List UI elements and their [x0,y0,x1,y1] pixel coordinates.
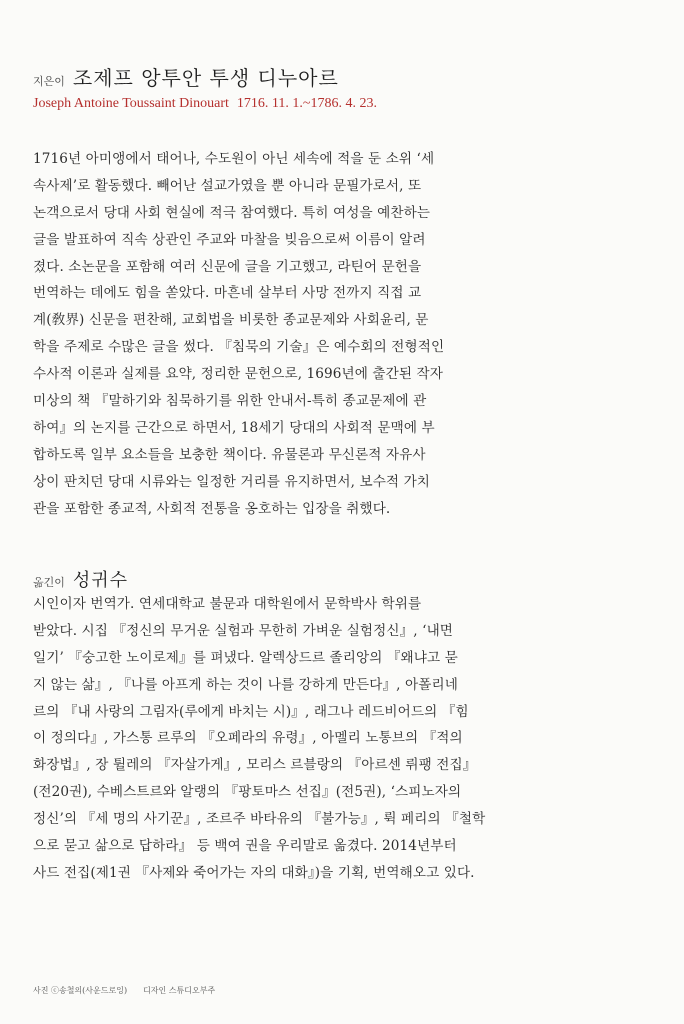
author-role-label: 지은이 [33,75,65,88]
author-original-name: Joseph Antoine Toussaint Dinouart [33,96,229,111]
author-bio-line: 졌다. 소논문을 포함해 여러 신문에 글을 기고했고, 라틴어 문헌을 [33,258,422,275]
translator-bio-line: 사드 전집(제1권 『사제와 죽어가는 자의 대화』)을 기획, 번역해오고 있다. [33,864,475,881]
author-bio-line: 계(敎界) 신문을 편찬해, 교회법을 비롯한 종교문제와 사회윤리, 문 [33,312,429,329]
author-dates: 1716. 11. 1.~1786. 4. 23. [236,96,377,111]
author-name: 조제프 앙투안 투생 디누아르 [72,66,339,90]
photo-credit: 사진 ⓒ송철의(사운드로잉) [33,986,128,995]
author-bio-line: 하여』의 논지를 근간으로 하면서, 18세기 당대의 사회적 문맥에 부 [33,419,435,436]
translator-bio-line: 으로 묻고 삶으로 답하라』 등 백여 권을 우리말로 옮겼다. 2014년부터 [33,838,457,855]
translator-role-label: 옮긴이 [33,576,65,589]
translator-bio-line: 화장법』, 장 튈레의 『자살가게』, 모리스 르블랑의 『아르센 뤼팽 전집』 [33,757,477,774]
author-bio-line: 속사제’로 활동했다. 빼어난 설교가였을 뿐 아니라 문필가로서, 또 [33,177,422,194]
translator-name: 성귀수 [72,570,129,591]
translator-bio-line: 정신’의 『세 명의 사기꾼』, 조르주 바타유의 『불가능』, 뤽 페리의 『철학 [33,811,486,828]
design-credit: 디자인 스튜디오부주 [143,986,216,995]
author-bio-line: 상이 판치던 당대 시류와는 일정한 거리를 유지하면서, 보수적 가치 [33,473,431,490]
author-bio-line: 1716년 아미앵에서 태어나, 수도원이 아닌 세속에 적을 둔 소위 ‘세 [33,151,435,167]
translator-bio-line: 지 않는 삶』, 『나를 아프게 하는 것이 나를 강하게 만든다』, 아폴리네 [33,676,458,693]
author-heading [33,62,339,91]
translator-bio [33,591,653,887]
author-bio [33,146,653,522]
author-bio-line: 수사적 이론과 실제를 요약, 정리한 문헌으로, 1696년에 출간된 작자 [33,366,443,383]
author-bio-line: 학을 주제로 수많은 글을 썼다. 『침묵의 기술』은 예수회의 전형적인 [33,339,445,356]
translator-bio-line: (전20권), 수베스트르와 알랭의 『팡토마스 선집』(전5권), ‘스피노자의 [33,784,462,801]
author-bio-line: 논객으로서 당대 사회 현실에 적극 참여했다. 특히 여성을 예찬하는 [33,204,431,221]
translator-bio-line: 이 정의다』, 가스통 르루의 『오페라의 유령』, 아멜리 노통브의 『적의 [33,730,463,747]
translator-bio-line: 시인이자 번역가. 연세대학교 불문과 대학원에서 문학박사 학위를 [33,596,422,612]
translator-heading [33,566,128,592]
author-bio-line: 번역하는 데에도 힘을 쏟았다. 마흔네 살부터 사망 전까지 직접 교 [33,285,422,302]
translator-bio-line: 받았다. 시집 『정신의 무거운 실험과 무한히 가벼운 실험정신』, ‘내면 [33,622,454,639]
translator-bio-line: 일기’ 『숭고한 노이로제』를 펴냈다. 알렉상드르 졸리앙의 『왜냐고 묻 [33,649,458,666]
author-bio-line: 관을 포함한 종교적, 사회적 전통을 옹호하는 입장을 취했다. [33,500,391,517]
author-bio-line: 글을 발표하여 직속 상관인 주교와 마찰을 빚음으로써 이름이 알려 [33,231,426,248]
translator-bio-line: 르의 『내 사랑의 그림자(루에게 바치는 시)』, 래그나 레드비어드의 『힘 [33,703,469,720]
author-original-name-line [33,96,377,112]
author-bio-line: 합하도록 일부 요소들을 보충한 책이다. 유물론과 무신론적 자유사 [33,446,426,463]
credits-footer [33,985,215,996]
author-bio-line: 미상의 책 『말하기와 침묵하기를 위한 안내서-특히 종교문제에 관 [33,393,427,410]
